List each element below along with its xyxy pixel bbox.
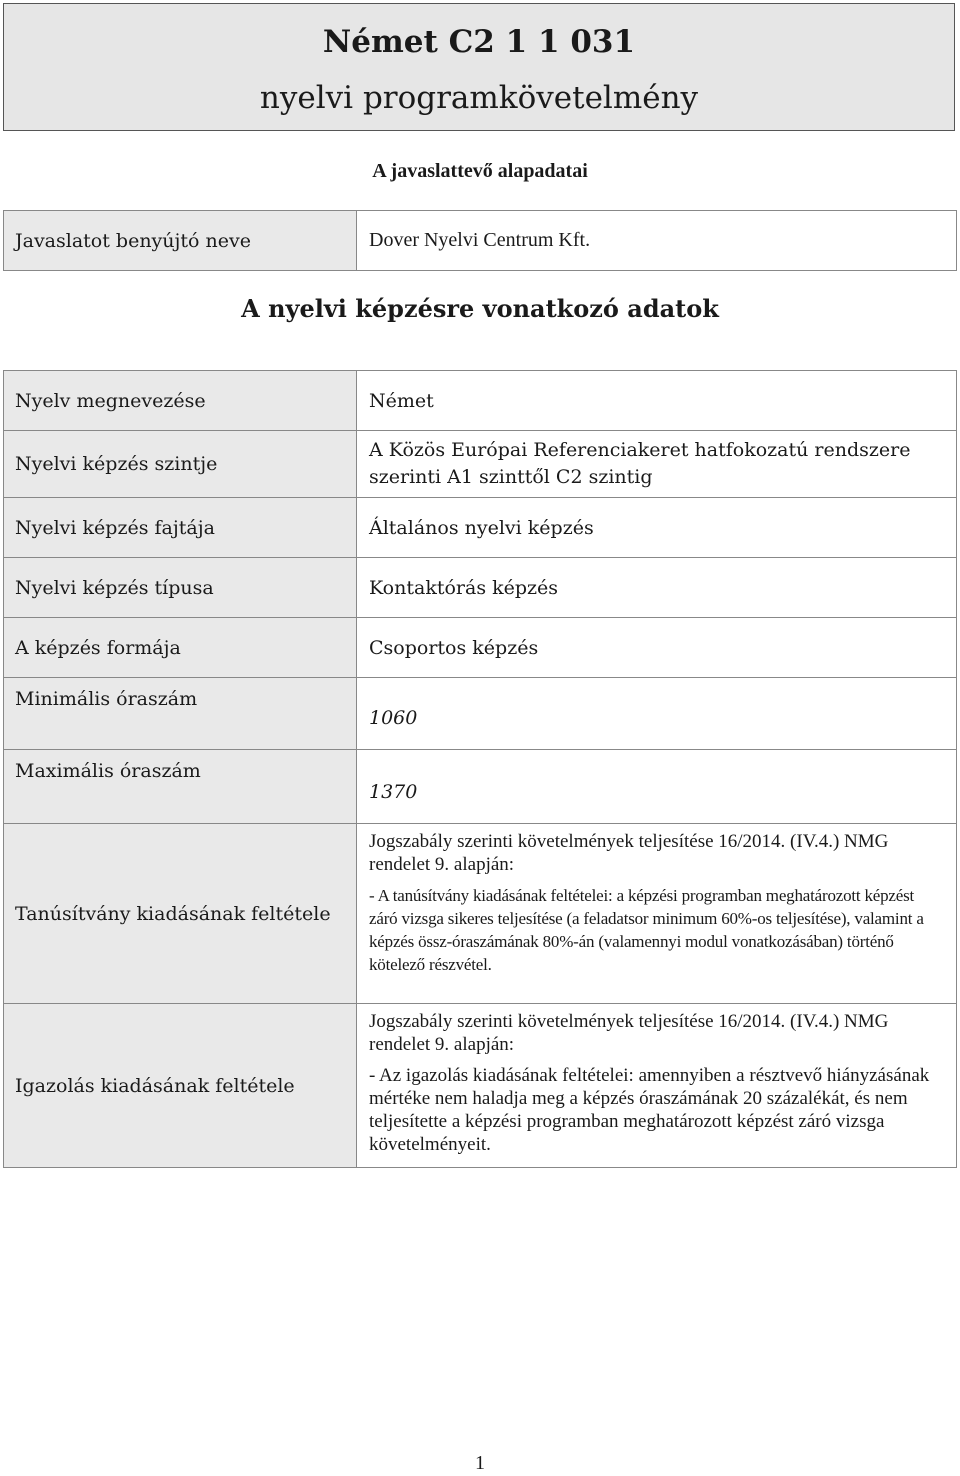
- table-row: [4, 678, 957, 750]
- language-label: Nyelv megnevezése: [4, 371, 357, 431]
- max-hours-value: 1370: [357, 750, 957, 824]
- table-row: [4, 750, 957, 824]
- table-row: [4, 1004, 957, 1168]
- form-label: A képzés formája: [4, 618, 357, 678]
- table-row: [4, 558, 957, 618]
- certificate-legal-basis: Jogszabály szerinti követelmények teljesítése 16/2014. (IV.4.) NMG rendelet 9. alapján:: [369, 831, 889, 875]
- kind-value: Általános nyelvi képzés: [357, 498, 957, 558]
- table-row: [4, 618, 957, 678]
- training-table: [3, 370, 957, 1168]
- proposer-section-heading: A javaslattevő alapadatai: [372, 160, 588, 182]
- attestation-legal-basis: Jogszabály szerinti követelmények teljesítése 16/2014. (IV.4.) NMG rendelet 9. alapján:: [369, 1011, 889, 1055]
- level-label: Nyelvi képzés szintje: [4, 431, 357, 498]
- table-row: [4, 371, 957, 431]
- table-row: [4, 824, 957, 1004]
- form-value: Csoportos képzés: [357, 618, 957, 678]
- page-number: 1: [475, 1452, 485, 1474]
- max-hours-label: Maximális óraszám: [4, 750, 357, 824]
- certificate-condition-cell: [357, 824, 957, 1004]
- min-hours-value: 1060: [357, 678, 957, 750]
- type-value: Kontaktórás képzés: [357, 558, 957, 618]
- proposer-table: [3, 210, 957, 271]
- level-value: A Közös Európai Referenciakeret hatfokozatú rendszere szerinti A1 szinttől C2 szintig: [357, 431, 957, 498]
- training-section-heading: A nyelvi képzésre vonatkozó adatok: [241, 294, 719, 323]
- type-label: Nyelvi képzés típusa: [4, 558, 357, 618]
- proposer-name-label: Javaslatot benyújtó neve: [4, 211, 357, 271]
- certificate-condition-text: - A tanúsítvány kiadásának feltételei: a képzési programban meghatározott képzést záró vizsga sikeres teljesítése (a feladatsor minimum 60%-os teljesítése), valamint a képzés össz-óraszámának 80%-án (valamennyi modul vonatkozásában) történő kötelező részvétel.: [369, 886, 924, 974]
- table-row: [4, 498, 957, 558]
- document-title-box: [3, 3, 955, 131]
- table-row: [4, 211, 957, 271]
- kind-label: Nyelvi képzés fajtája: [4, 498, 357, 558]
- document-subtitle: nyelvi programkövetelmény: [259, 80, 699, 116]
- proposer-name-value: Dover Nyelvi Centrum Kft.: [357, 211, 957, 271]
- attestation-condition-text: - Az igazolás kiadásának feltételei: amennyiben a résztvevő hiányzásának mértéke nem haladja meg a képzés óraszámának 20 százalékát, és nem teljesítette a képzési programban meghatározott képzést záró vizsga követelményeit.: [369, 1065, 930, 1155]
- table-row: [4, 431, 957, 498]
- min-hours-label: Minimális óraszám: [4, 678, 357, 750]
- language-value: Német: [357, 371, 957, 431]
- attestation-condition-cell: [357, 1004, 957, 1168]
- certificate-label: Tanúsítvány kiadásának feltétele: [4, 824, 357, 1004]
- attestation-label: Igazolás kiadásának feltétele: [4, 1004, 357, 1168]
- document-title: Német C2 1 1 031: [322, 24, 636, 60]
